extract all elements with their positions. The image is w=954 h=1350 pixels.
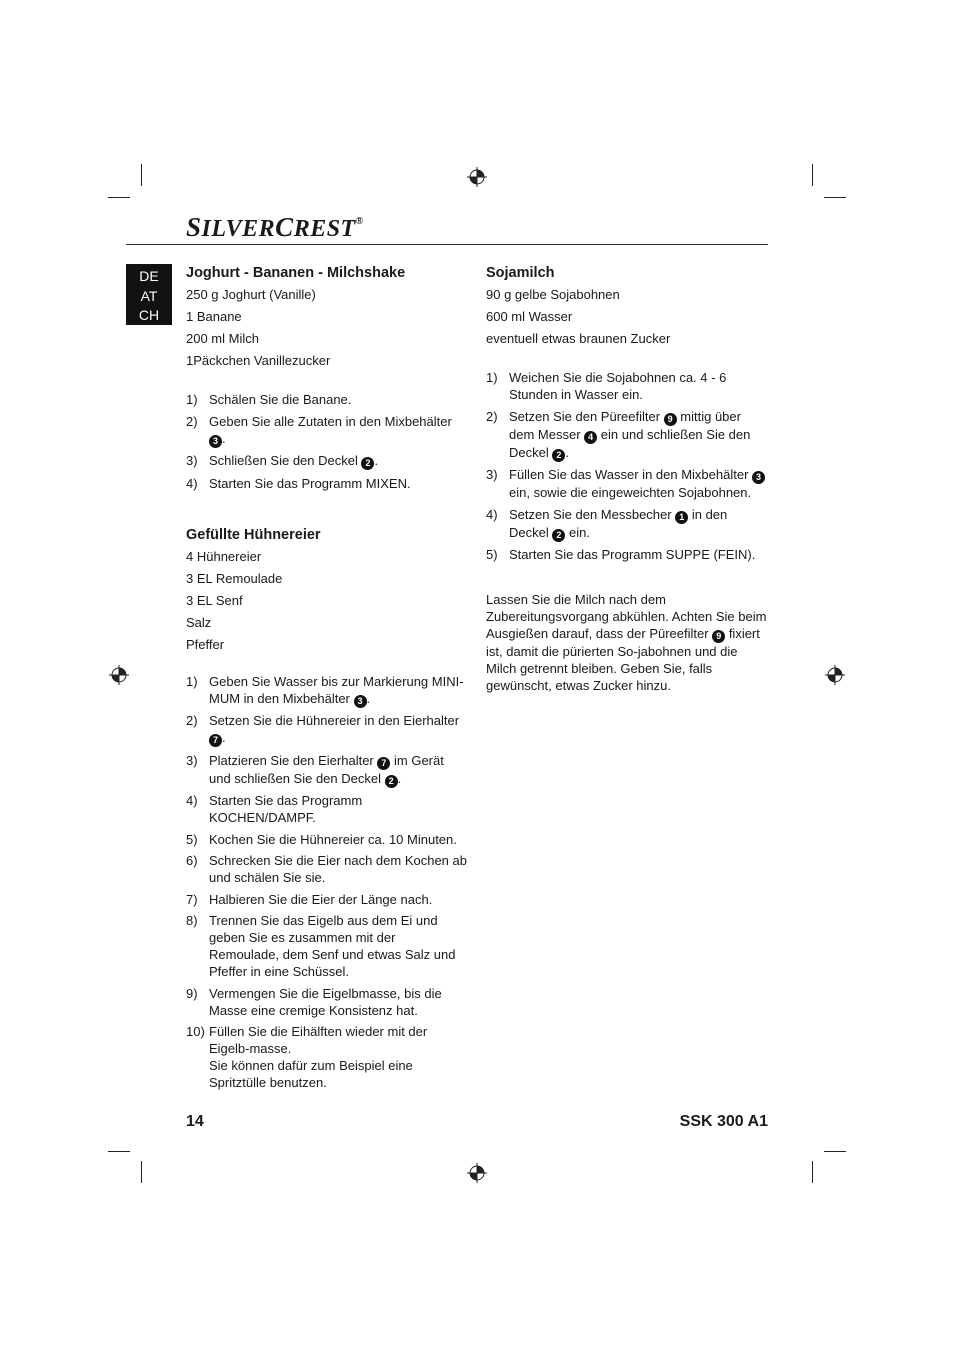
step-text: . bbox=[374, 453, 379, 468]
step-item bbox=[186, 391, 468, 408]
crop-mark bbox=[824, 1151, 846, 1152]
crop-mark bbox=[141, 164, 142, 186]
step-item bbox=[186, 452, 468, 470]
step-number: 1) bbox=[186, 673, 198, 689]
step-text: Weichen Sie die Sojabohnen ca. 4 - 6 Stunden in Wasser ein. bbox=[509, 370, 727, 402]
step-text: Geben Sie Wasser bis zur Markierung MINI-MUM in den Mixbehälter bbox=[209, 673, 464, 706]
step-number: 6) bbox=[186, 853, 198, 868]
language-code: CH bbox=[138, 307, 160, 323]
part-number-badge: 2 bbox=[552, 529, 565, 542]
step-number: 2) bbox=[486, 408, 498, 424]
step-text: Füllen Sie das Wasser in den Mixbehälter bbox=[509, 467, 749, 482]
step-text: Schließen Sie den Deckel bbox=[209, 453, 358, 468]
step-item bbox=[486, 546, 768, 563]
step-item bbox=[186, 891, 468, 908]
language-code: DE bbox=[139, 268, 159, 284]
step-text: Setzen Sie die Hühnereier in den Eierhalter bbox=[209, 713, 460, 728]
step-number: 5) bbox=[486, 547, 498, 562]
ingredient: 4 Hühnereier bbox=[186, 548, 262, 564]
step-number: 2) bbox=[186, 713, 198, 728]
part-number-badge: 7 bbox=[377, 757, 390, 770]
ingredient: 1Päckchen Vanillezucker bbox=[186, 353, 331, 368]
step-item bbox=[486, 369, 768, 403]
step-item bbox=[186, 413, 468, 448]
step-number: 1) bbox=[186, 392, 198, 407]
ingredient: 1 Banane bbox=[186, 309, 242, 324]
step-number: 9) bbox=[186, 985, 198, 1001]
step-text: im Gerät und schließen Sie den Deckel bbox=[209, 752, 444, 786]
step-text: . bbox=[366, 690, 371, 706]
registered-mark: ® bbox=[355, 216, 364, 227]
right-column bbox=[486, 263, 768, 694]
ingredient: 3 EL Senf bbox=[186, 592, 243, 608]
step-number: 3) bbox=[186, 453, 198, 468]
note-text: Lassen Sie die Milch nach dem Zubereitungsvorgang abkühlen. Achten Sie beim Ausgießen darauf, dass der Püreefilter bbox=[486, 592, 767, 641]
step-item bbox=[186, 752, 468, 788]
note-paragraph bbox=[486, 591, 768, 694]
part-number-badge: 2 bbox=[385, 775, 398, 788]
logo-letter: S bbox=[186, 212, 202, 242]
step-item bbox=[186, 831, 468, 848]
ingredient: Pfeffer bbox=[186, 636, 225, 652]
logo-text: ILVER bbox=[201, 216, 276, 242]
step-text: Kochen Sie die Hühnereier ca. 10 Minuten. bbox=[209, 831, 457, 847]
step-number: 1) bbox=[486, 370, 498, 385]
crop-mark bbox=[812, 1161, 813, 1183]
ingredient: 600 ml Wasser bbox=[486, 309, 573, 324]
step-item bbox=[186, 673, 468, 708]
step-item bbox=[186, 792, 468, 826]
part-number-badge: 2 bbox=[361, 457, 374, 470]
step-text: ein. bbox=[565, 524, 590, 540]
step-text: Setzen Sie den Püreefilter bbox=[509, 408, 661, 424]
ingredient: 200 ml Milch bbox=[186, 331, 259, 346]
step-number: 3) bbox=[486, 467, 498, 482]
step-item bbox=[186, 1023, 468, 1091]
recipe-title: Gefüllte Hühnereier bbox=[186, 526, 321, 543]
part-number-badge: 7 bbox=[209, 734, 222, 747]
crop-mark bbox=[108, 1151, 130, 1152]
step-item bbox=[486, 408, 768, 462]
registration-mark-icon bbox=[825, 665, 845, 685]
step-text: ein, sowie die eingeweichten Sojabohnen. bbox=[509, 485, 752, 500]
part-number-badge: 9 bbox=[712, 630, 725, 643]
ingredient: 250 g Joghurt (Vanille) bbox=[186, 287, 316, 302]
note-text: fixiert ist, damit die pürierten So-jabohnen und die Milch getrennt bleiben. Geben Sie, falls gewünscht, etwas Zucker hinzu. bbox=[486, 626, 760, 693]
left-column bbox=[186, 263, 468, 1096]
part-number-badge: 3 bbox=[752, 471, 765, 484]
step-text: Schrecken Sie die Eier nach dem Kochen ab und schälen Sie sie. bbox=[209, 853, 467, 885]
page-number: 14 bbox=[186, 1113, 204, 1130]
step-text: ein und schließen Sie den Deckel bbox=[509, 426, 751, 460]
part-number-badge: 3 bbox=[209, 435, 222, 448]
step-number: 4) bbox=[186, 793, 198, 808]
step-text: Setzen Sie den Messbecher bbox=[509, 506, 672, 522]
logo-letter: C bbox=[275, 212, 294, 242]
crop-mark bbox=[108, 197, 130, 198]
step-text: . bbox=[565, 444, 569, 460]
ingredient: 90 g gelbe Sojabohnen bbox=[486, 287, 620, 302]
step-number: 4) bbox=[186, 475, 198, 491]
step-number: 7) bbox=[186, 891, 198, 907]
step-number: 10) bbox=[186, 1024, 205, 1039]
step-text: Platzieren Sie den Eierhalter bbox=[209, 752, 374, 768]
ingredient-list bbox=[186, 547, 468, 657]
header-rule bbox=[126, 244, 768, 245]
part-number-badge: 3 bbox=[354, 695, 367, 708]
step-list bbox=[186, 391, 468, 492]
step-text: . bbox=[222, 730, 226, 745]
step-text: . bbox=[397, 770, 402, 786]
step-item bbox=[186, 912, 468, 980]
step-item bbox=[486, 506, 768, 542]
step-text: Starten Sie das Programm SUPPE (FEIN). bbox=[509, 547, 756, 562]
step-text: mittig über dem Messer bbox=[509, 408, 741, 442]
step-list bbox=[486, 369, 768, 563]
part-number-badge: 2 bbox=[552, 449, 565, 462]
step-list bbox=[186, 673, 468, 1092]
step-item bbox=[186, 985, 468, 1019]
brand-logo bbox=[186, 212, 364, 243]
step-text: Trennen Sie das Eigelb aus dem Ei und geben Sie es zusammen mit der Remoulade, dem Senf und etwas Salz und Pfeffer in eine Schüssel. bbox=[209, 913, 456, 979]
step-text: Füllen Sie die Eihälften wieder mit der Eigelb-masse. bbox=[209, 1024, 428, 1056]
part-number-badge: 1 bbox=[675, 511, 688, 524]
ingredient-list bbox=[186, 285, 468, 373]
ingredient: eventuell etwas braunen Zucker bbox=[486, 331, 671, 346]
recipe-title: Sojamilch bbox=[486, 265, 555, 281]
registration-mark-icon bbox=[467, 1163, 487, 1183]
step-text: . bbox=[222, 430, 226, 446]
step-number: 8) bbox=[186, 913, 198, 928]
step-text: Starten Sie das Programm KOCHEN/DAMPF. bbox=[209, 793, 363, 825]
step-text: in den Deckel bbox=[509, 506, 728, 540]
step-note: Sie können dafür zum Beispiel eine Spritztülle benutzen. bbox=[209, 1058, 413, 1090]
logo-text: REST bbox=[293, 216, 356, 242]
recipe-title: Joghurt - Bananen - Milchshake bbox=[186, 265, 406, 281]
model-number: SSK 300 A1 bbox=[679, 1113, 768, 1130]
crop-mark bbox=[141, 1161, 142, 1183]
step-item bbox=[186, 475, 468, 492]
step-item bbox=[186, 712, 468, 747]
ingredient: 3 EL Remoulade bbox=[186, 570, 283, 586]
step-number: 2) bbox=[186, 413, 198, 429]
step-number: 4) bbox=[486, 506, 498, 522]
step-number: 5) bbox=[186, 831, 198, 847]
ingredient-list bbox=[486, 285, 768, 351]
language-code: AT bbox=[140, 287, 158, 304]
registration-mark-icon bbox=[467, 167, 487, 187]
ingredient: Salz bbox=[186, 614, 212, 630]
crop-mark bbox=[812, 164, 813, 186]
step-text: Schälen Sie die Banane. bbox=[209, 392, 352, 407]
language-tab bbox=[126, 264, 172, 325]
step-text: Geben Sie alle Zutaten in den Mixbehälter bbox=[209, 413, 452, 429]
step-number: 3) bbox=[186, 752, 198, 768]
step-item bbox=[186, 852, 468, 886]
step-text: Vermengen Sie die Eigelbmasse, bis die Masse eine cremige Konsistenz hat. bbox=[209, 985, 442, 1018]
part-number-badge: 9 bbox=[664, 413, 677, 426]
crop-mark bbox=[824, 197, 846, 198]
step-item bbox=[486, 466, 768, 501]
registration-mark-icon bbox=[109, 665, 129, 685]
step-text: Halbieren Sie die Eier der Länge nach. bbox=[209, 891, 433, 907]
part-number-badge: 4 bbox=[584, 431, 597, 444]
step-text: Starten Sie das Programm MIXEN. bbox=[209, 475, 411, 491]
